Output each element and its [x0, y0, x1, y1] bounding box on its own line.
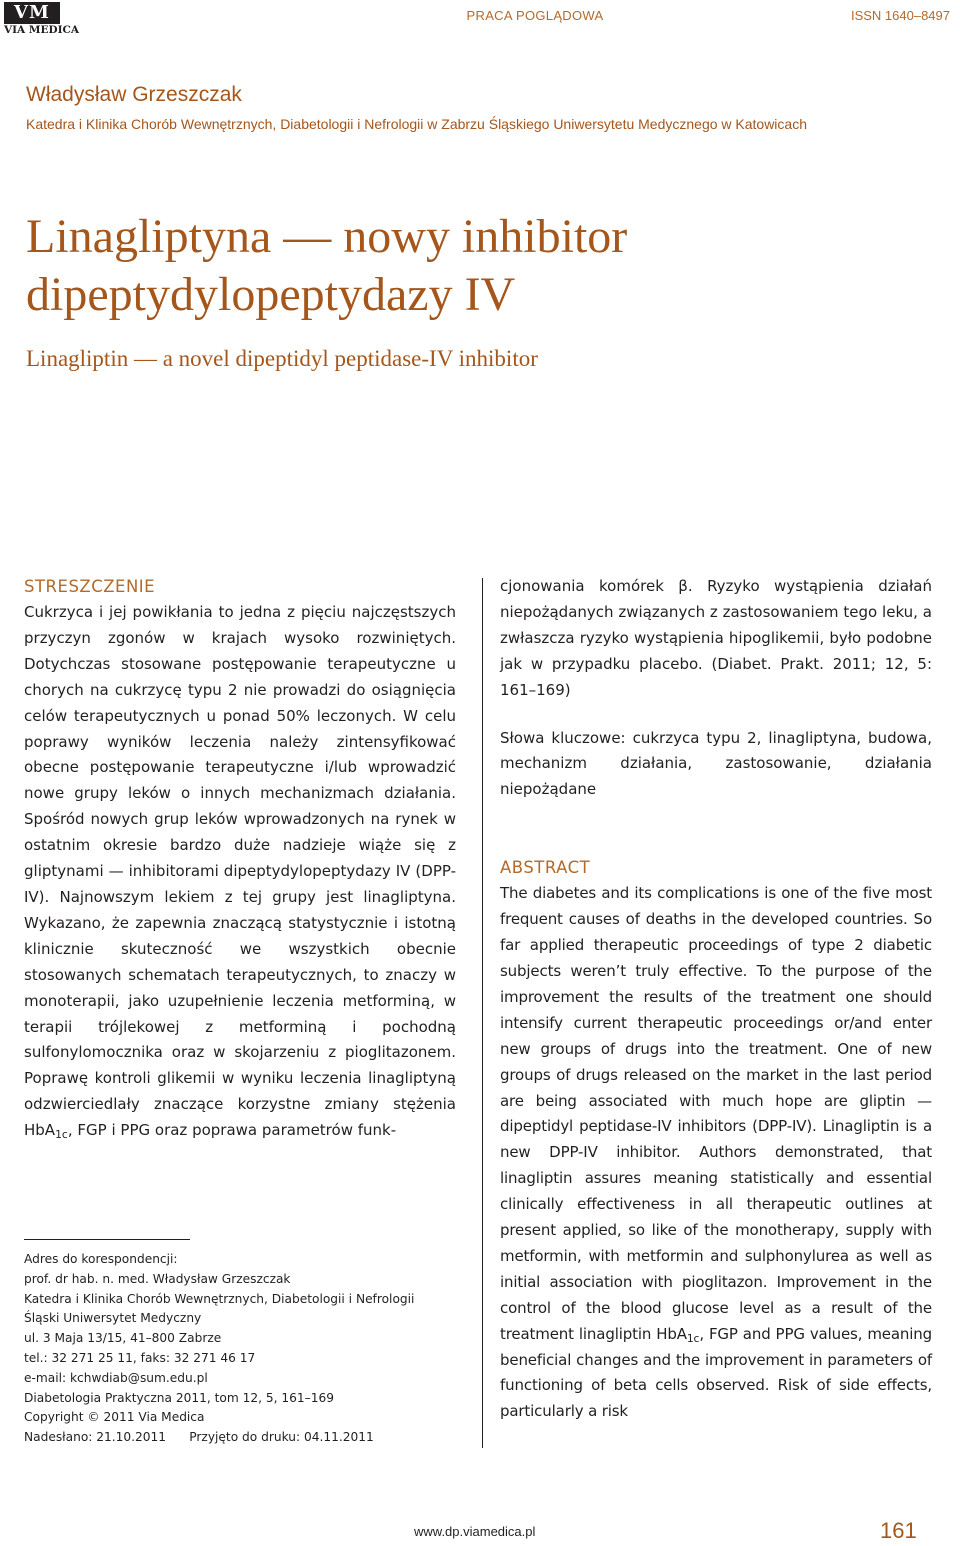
- author-name: Władysław Grzeszczak: [26, 83, 242, 106]
- correspondence-email: e-mail: kchwdiab@sum.edu.pl: [24, 1370, 208, 1385]
- title-polish-line2: dipeptydylopeptydazy IV: [26, 268, 516, 321]
- abstract-subscript: 1c: [686, 1331, 700, 1345]
- abstract-text: The diabetes and its complications is one of the five most frequent causes of deaths in the developed countries. So far applied therapeutic proceedings of type 2 diabetic subjects weren’t truly effective. To the purpose of the improvement the results of the treatment one should intensify current therapeutic proceedings or/and enter new groups of drugs into the treatment. One of new groups of drugs released on the market in the last period are being associated with much hope are gliptin — dipeptidyl peptidase-IV inhibitors (DPP-IV). Linagliptin is a new DPP-IV inhibitor. Authors demonstrated, that linagliptin assures meaning statistically and essential clinically effectiveness in all therapeutic outlines at present applied, so like of the monotherapy, supply with metformin, with metformin and sulphonylurea as well as initial association with pioglitazon. Improvement in the control of the blood glucose level as a result of the treatment linagliptin HbA: [500, 884, 932, 1343]
- correspondence-line: Śląski Uniwersytet Medyczny: [24, 1311, 202, 1326]
- title-english: Linagliptin — a novel dipeptidyl peptidase-IV inhibitor: [26, 346, 538, 371]
- journal-url[interactable]: www.dp.viamedica.pl: [414, 1524, 536, 1539]
- issn: ISSN 1640–8497: [850, 8, 950, 23]
- author-affiliation: Katedra i Klinika Chorób Wewnętrznych, Diabetologii i Nefrologii w Zabrzu Śląskiego Uniwersytetu Medycznego w Katowicach: [26, 116, 807, 132]
- streszczenie-body: [24, 600, 456, 1144]
- left-column: [24, 574, 456, 1144]
- correspondence-line: ul. 3 Maja 13/15, 41–800 Zabrze: [24, 1331, 222, 1346]
- column-divider: [482, 578, 483, 1448]
- correspondence-line: tel.: 32 271 25 11, faks: 32 271 46 17: [24, 1350, 256, 1365]
- correspondence-divider: [24, 1239, 190, 1240]
- correspondence-line: Diabetologia Praktyczna 2011, tom 12, 5, 161–169: [24, 1390, 334, 1405]
- correspondence-line: prof. dr hab. n. med. Władysław Grzeszczak: [24, 1271, 291, 1286]
- abstract-heading: ABSTRACT: [500, 858, 591, 878]
- streszczenie-text-end: , FGP i PPG oraz poprawa parametrów funk-: [67, 1121, 397, 1140]
- abstract-body: [500, 881, 932, 1425]
- correspondence-block: [24, 1250, 464, 1448]
- streszczenie-heading: STRESZCZENIE: [24, 577, 156, 596]
- title-polish-line1: Linagliptyna — nowy inhibitor: [26, 210, 628, 263]
- correspondence-line: Nadesłano: 21.10.2011 Przyjęto do druku: 04.11.2011: [24, 1430, 374, 1445]
- keywords: Słowa kluczowe: cukrzyca typu 2, linagliptyna, budowa, mechanizm działania, zastosowanie, działania niepożądane: [500, 728, 932, 799]
- streszczenie-subscript: 1c: [55, 1128, 68, 1142]
- section-label: PRACA POGLĄDOWA: [466, 8, 604, 23]
- correspondence-line: Katedra i Klinika Chorób Wewnętrznych, Diabetologii i Nefrologii: [24, 1291, 415, 1306]
- abstract-text-end: , FGP and PPG values, meaning beneficial changes and the improvement in parameters of functioning of beta cells observed. Risk of side effects, particularly a risk: [500, 1324, 932, 1421]
- correspondence-line: Adres do korespondencji:: [24, 1252, 178, 1266]
- logo-text: VIA MEDICA: [4, 24, 80, 36]
- correspondence-line: Copyright © 2011 Via Medica: [24, 1410, 205, 1425]
- logo-badge: VM: [4, 2, 60, 24]
- streszczenie-continuation: cjonowania komórek β. Ryzyko wystąpienia działań niepożądanych związanych z zastosowaniem tego leku, a zwłaszcza ryzyko wystąpienia hipoglikemii, było podobne jak w przypadku placebo. (Diabet. Prakt. 2011; 12, 5: 161–169): [500, 577, 932, 699]
- page-number: 161: [880, 1518, 917, 1543]
- streszczenie-text: Cukrzyca i jej powikłania to jedna z pięciu najczęstszych przyczyn zgonów w krajach wysoko rozwiniętych. Dotychczas stosowane postępowanie terapeutyczne u chorych na cukrzycę typu 2 nie prowadzi do osiągnięcia celów terapeutycznych u ponad 50% leczonych. W celu poprawy wyników leczenia należy zintensyfikować obecne postępowanie terapeutyczne i/lub wprowadzić nowe grupy leków o innych mechanizmach działania. Spośród nowych grup leków wprowadzonych na rynek w ostatnim okresie bardzo duże nadzieje wiąże się z gliptynami — inhibitorami dipeptydylopeptydazy IV (DPP-IV). Najnowszym lekiem z tej grupy jest linagliptyna. Wykazano, że zapewnia znaczącą statystycznie i istotną klinicznie skuteczność we wszystkich obecnie stosowanych schematach terapeutycznych, to znaczy w monoterapii, jako uzupełnienie leczenia metforminą, w terapii trójlekowej z metforminą i pochodną sulfonylomocznika oraz w skojarzeniu z pioglitazonem. Poprawę kontroli glikemii w wyniku leczenia linagliptyną odzwierciedlały znaczące korzystne zmiany stężenia HbA: [24, 603, 456, 1140]
- right-column: [500, 574, 932, 1425]
- title-polish: [26, 208, 627, 324]
